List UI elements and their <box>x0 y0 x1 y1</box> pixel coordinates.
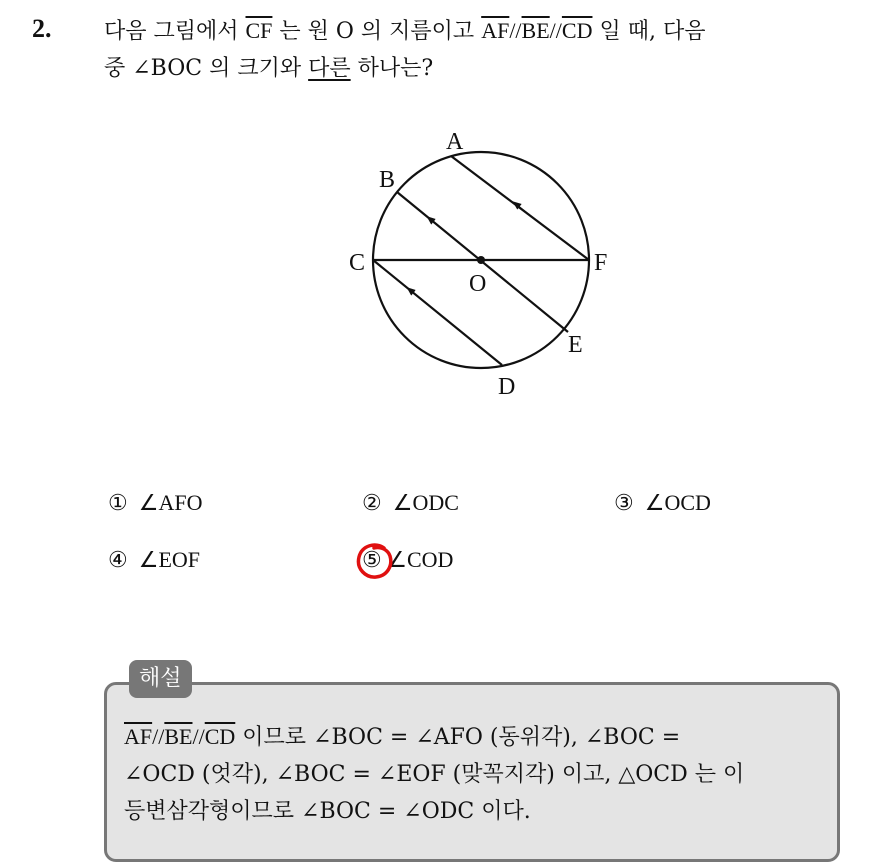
exp-parallel: // <box>152 724 165 749</box>
exp-segment-cd: $\overline{CD}$ <box>204 724 236 749</box>
segment-cf: $\overline{CF}$ <box>245 18 273 43</box>
segment-af: $\overline{AF}$ <box>481 18 510 43</box>
choice-1-text: ∠AFO <box>138 490 203 515</box>
label-b: B <box>379 167 396 193</box>
choice-4[interactable] <box>108 547 200 573</box>
exp-part1: 이므로 ∠BOC = ∠AFO (동위각), ∠BOC = <box>235 725 681 750</box>
emphasis-different: 다른 <box>308 56 351 81</box>
parallel-symbol: // <box>549 18 562 43</box>
segment-be: $\overline{BE}$ <box>521 18 550 43</box>
label-f: F <box>594 250 608 276</box>
choice-4-mark: ④ <box>108 547 128 572</box>
explanation-tag: 해설 <box>129 660 192 698</box>
question-line1-c: 일 때, 다음 <box>592 19 706 44</box>
label-o: O <box>469 271 487 297</box>
exp-segment-af: $\overline{AF}$ <box>124 724 153 749</box>
chord-af <box>451 156 589 260</box>
exp-part3: 등변삼각형이므로 ∠BOC = ∠ODC 이다. <box>124 799 531 824</box>
choice-2[interactable] <box>362 490 459 516</box>
arrow-cd <box>410 290 426 303</box>
exp-segment-be: $\overline{BE}$ <box>164 724 193 749</box>
choice-2-text: ∠ODC <box>392 490 459 515</box>
label-a: A <box>446 129 464 155</box>
exp-part2: ∠OCD (엇각), ∠BOC = ∠EOF (맞꼭지각) 이고, △OCD 는 이 <box>124 762 745 787</box>
geometry-figure <box>330 120 630 410</box>
center-point-o <box>477 256 485 264</box>
choice-1-mark: ① <box>108 490 128 515</box>
label-d: D <box>498 374 516 400</box>
choice-2-mark: ② <box>362 490 382 515</box>
arrow-be <box>430 219 446 232</box>
question-line2-b: 하나는? <box>350 56 434 81</box>
choice-5-mark: ⑤ <box>362 547 382 572</box>
choice-4-text: ∠EOF <box>138 547 201 572</box>
label-e: E <box>568 332 583 358</box>
arrow-af <box>516 204 535 219</box>
choice-3[interactable] <box>614 490 711 516</box>
question-line1-b: 는 원 O 의 지름이고 <box>272 19 482 44</box>
choice-3-mark: ③ <box>614 490 634 515</box>
choice-3-text: ∠OCD <box>644 490 711 515</box>
choice-1[interactable] <box>108 490 202 516</box>
question-number: 2. <box>32 14 52 43</box>
question-line2-a: 중 ∠BOC 의 크기와 <box>104 56 309 81</box>
parallel-symbol: // <box>509 18 522 43</box>
explanation-text <box>124 718 830 830</box>
label-c: C <box>349 250 366 276</box>
choice-5-text: ∠COD <box>387 547 454 572</box>
exp-parallel: // <box>192 724 205 749</box>
answer-mark-circle <box>354 540 396 582</box>
question-line1-a: 다음 그림에서 <box>104 19 246 44</box>
segment-cd: $\overline{CD}$ <box>561 18 593 43</box>
question-text <box>104 12 874 87</box>
